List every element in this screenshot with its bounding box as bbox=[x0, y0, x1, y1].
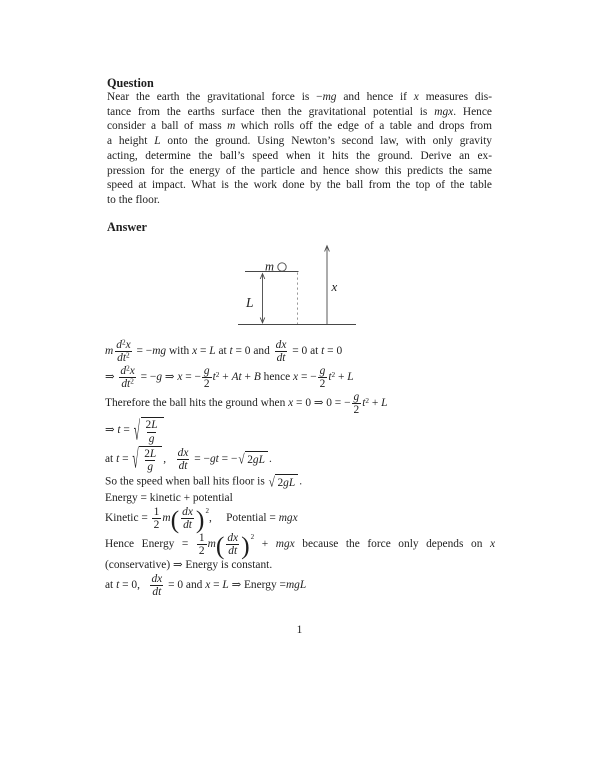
superscript: 2 bbox=[121, 338, 126, 347]
math-variable: g bbox=[319, 365, 326, 378]
superscript: 2 bbox=[126, 364, 130, 373]
math-variable: L bbox=[347, 371, 354, 384]
math-variable: dt bbox=[178, 459, 188, 472]
superscript: 2 bbox=[215, 371, 220, 380]
math-variable: g bbox=[148, 432, 155, 445]
math-line: (conservative) ⇒ Energy is constant. bbox=[105, 559, 273, 572]
ball-circle bbox=[278, 263, 286, 271]
math-variable: gL bbox=[252, 454, 265, 467]
fraction: $\frac{g}{2}$ bbox=[353, 391, 360, 417]
fraction bbox=[274, 339, 289, 364]
fraction: $\frac{g}{2}$ bbox=[319, 365, 326, 391]
math-line: ⇒ $\frac{d^2x}{dt^2}$ = −g ⇒ x = − $\frac{g}{2}$ $t^2 + At + B$ hence x = − $\frac{g}{2}$ $t^2 + L$ bbox=[105, 364, 354, 391]
math-variable: dt bbox=[183, 518, 192, 531]
mass-label: m bbox=[265, 259, 275, 274]
math-variable: m bbox=[207, 538, 216, 551]
fraction bbox=[149, 573, 164, 598]
question-line: tance from the earths surface then the gravitational potential is mgx. Hence bbox=[107, 105, 492, 118]
math-variable: t bbox=[116, 452, 120, 465]
math-variable: t bbox=[212, 371, 216, 384]
question-line: to the floor. bbox=[107, 193, 160, 206]
fraction bbox=[225, 532, 240, 557]
math-variable: dx bbox=[182, 505, 193, 518]
math-variable: L bbox=[209, 345, 216, 358]
math-variable: gt bbox=[209, 452, 219, 465]
math-variable: dt bbox=[152, 586, 162, 599]
math-variable: d bbox=[116, 339, 122, 351]
big-right-paren: ) bbox=[195, 504, 205, 534]
math-line: m $\frac{d^2x}{dt^2}$ = −mg with x = L at t = 0 and $\frac{dx}{dt}$ = 0 at t = 0 bbox=[105, 338, 343, 365]
math-variable: t bbox=[116, 579, 120, 592]
fraction: $\frac{1}{2}$ bbox=[153, 505, 160, 531]
math-variable: mgL bbox=[285, 579, 307, 592]
math-variable: t bbox=[229, 345, 233, 358]
math-variable: mgx bbox=[434, 105, 454, 118]
math-variable: L bbox=[381, 397, 388, 410]
math-variable: dx bbox=[151, 573, 163, 586]
math-variable: gL bbox=[283, 476, 296, 489]
math-variable: d bbox=[120, 365, 127, 378]
math-variable: g bbox=[147, 460, 154, 473]
answer-math-block bbox=[105, 339, 495, 599]
math-variable: dt bbox=[228, 545, 238, 558]
math-variable: mg bbox=[322, 91, 337, 103]
superscript: 2 bbox=[126, 351, 130, 360]
math-variable: dx bbox=[177, 446, 189, 459]
math-line: Kinetic = $\frac{1}{2}$ m( $\frac{dx}{dt}$ )$^2$, Potential = mgx bbox=[105, 504, 298, 534]
math-variable: g bbox=[156, 371, 163, 384]
question-line: acting, determine the ball’s speed when it hits the ground. Derive an ex- bbox=[107, 149, 492, 162]
fraction bbox=[118, 365, 136, 390]
math-variable: m bbox=[105, 345, 114, 358]
math-variable: L bbox=[222, 579, 229, 592]
square-root: √ 2 gL bbox=[238, 451, 268, 467]
math-line: at t = √ $\frac{2L}{g}$ , $\frac{dx}{dt}$ = −gt = − √ 2 gL . bbox=[105, 446, 272, 475]
math-variable: L bbox=[151, 419, 158, 432]
question-paragraph bbox=[107, 90, 492, 208]
math-line: ⇒ t = √ $\frac{2L}{g}$ bbox=[105, 417, 495, 444]
question-line: Near the earth the gravitational force is −mg and hence if x measures dis- bbox=[107, 91, 492, 103]
question-heading: Question bbox=[107, 76, 154, 90]
math-variable: mgx bbox=[275, 538, 295, 551]
math-variable: t bbox=[328, 371, 332, 384]
math-variable: dx bbox=[227, 531, 239, 544]
question-line: speed at impact. What is the work done by the ball from the top of the table bbox=[107, 179, 492, 192]
math-variable: t bbox=[117, 424, 121, 437]
math-line: So the speed when ball hits floor is √ 2 gL . bbox=[105, 475, 303, 491]
math-variable: mg bbox=[152, 345, 167, 358]
math-variable: x bbox=[129, 365, 135, 378]
math-variable: g bbox=[353, 391, 360, 404]
fraction: $\frac{2L}{g}$ bbox=[145, 419, 158, 445]
math-variable: x bbox=[413, 91, 419, 103]
math-variable: dt bbox=[121, 378, 131, 391]
fraction: $\frac{g}{2}$ bbox=[203, 365, 210, 391]
question-line: pression for the energy of the particle and hence show this predicts the same bbox=[107, 164, 492, 177]
x-axis-label: x bbox=[331, 279, 338, 294]
height-label: L bbox=[246, 295, 254, 310]
superscript: 2 bbox=[365, 397, 370, 406]
math-line: Therefore the ball hits the ground when x = 0 ⇒ 0 = − $\frac{g}{2}$ $t^2 + L$ bbox=[105, 391, 388, 417]
page-number: 1 bbox=[296, 624, 303, 636]
math-line: Hence Energy = $\frac{1}{2}$ m( $\frac{dx}{dt}$ )$^2$ + mgx because the force only depends on x bbox=[105, 530, 496, 560]
fraction bbox=[176, 447, 191, 472]
math-variable: x bbox=[177, 371, 183, 384]
math-variable: dt bbox=[276, 352, 286, 365]
big-left-paren: ( bbox=[170, 504, 180, 534]
math-line: at t = 0, $\frac{dx}{dt}$ = 0 and x = L ⇒ Energy =mgL bbox=[105, 573, 307, 599]
fraction: $\frac{2L}{g}$ bbox=[144, 447, 157, 473]
math-line: Energy = kinetic + potential bbox=[105, 491, 233, 504]
superscript: 2 bbox=[130, 377, 134, 386]
math-variable: L bbox=[149, 447, 157, 460]
answer-heading: Answer bbox=[107, 220, 147, 234]
math-variable: dx bbox=[275, 339, 287, 351]
math-variable: x bbox=[192, 345, 198, 358]
math-variable: B bbox=[253, 371, 261, 384]
superscript: 2 bbox=[205, 506, 209, 515]
math-variable: mgx bbox=[278, 511, 298, 524]
fraction bbox=[114, 339, 132, 364]
falling-ball-diagram bbox=[234, 240, 360, 330]
math-variable: t bbox=[321, 345, 325, 358]
math-variable: At bbox=[231, 371, 242, 384]
big-left-paren: ( bbox=[215, 530, 225, 560]
square-root: √ 2 gL bbox=[269, 474, 299, 490]
math-variable: x bbox=[293, 371, 299, 384]
math-variable: x bbox=[489, 538, 496, 551]
fraction: $\frac{1}{2}$ bbox=[198, 531, 205, 558]
question-line: consider a ball of mass m which rolls off the edge of a table and drops from bbox=[107, 120, 492, 133]
question-line: a height L onto the ground. Using Newton’s second law, with only gravity bbox=[107, 135, 492, 148]
math-variable: g bbox=[203, 365, 210, 378]
square-root: √ $\frac{2L}{g}$ bbox=[134, 417, 164, 444]
square-root: √ $\frac{2L}{g}$ bbox=[132, 446, 162, 473]
math-variable: x bbox=[205, 579, 211, 592]
math-variable: m bbox=[162, 511, 171, 524]
math-variable: L bbox=[154, 135, 161, 148]
math-variable: x bbox=[125, 339, 131, 351]
math-variable: t bbox=[362, 397, 366, 410]
superscript: 2 bbox=[331, 371, 336, 380]
math-variable: m bbox=[227, 120, 236, 133]
big-right-paren: ) bbox=[241, 530, 250, 560]
math-variable: dt bbox=[117, 352, 127, 365]
fraction bbox=[180, 506, 195, 531]
superscript: 2 bbox=[250, 533, 255, 541]
math-variable: x bbox=[288, 397, 294, 410]
